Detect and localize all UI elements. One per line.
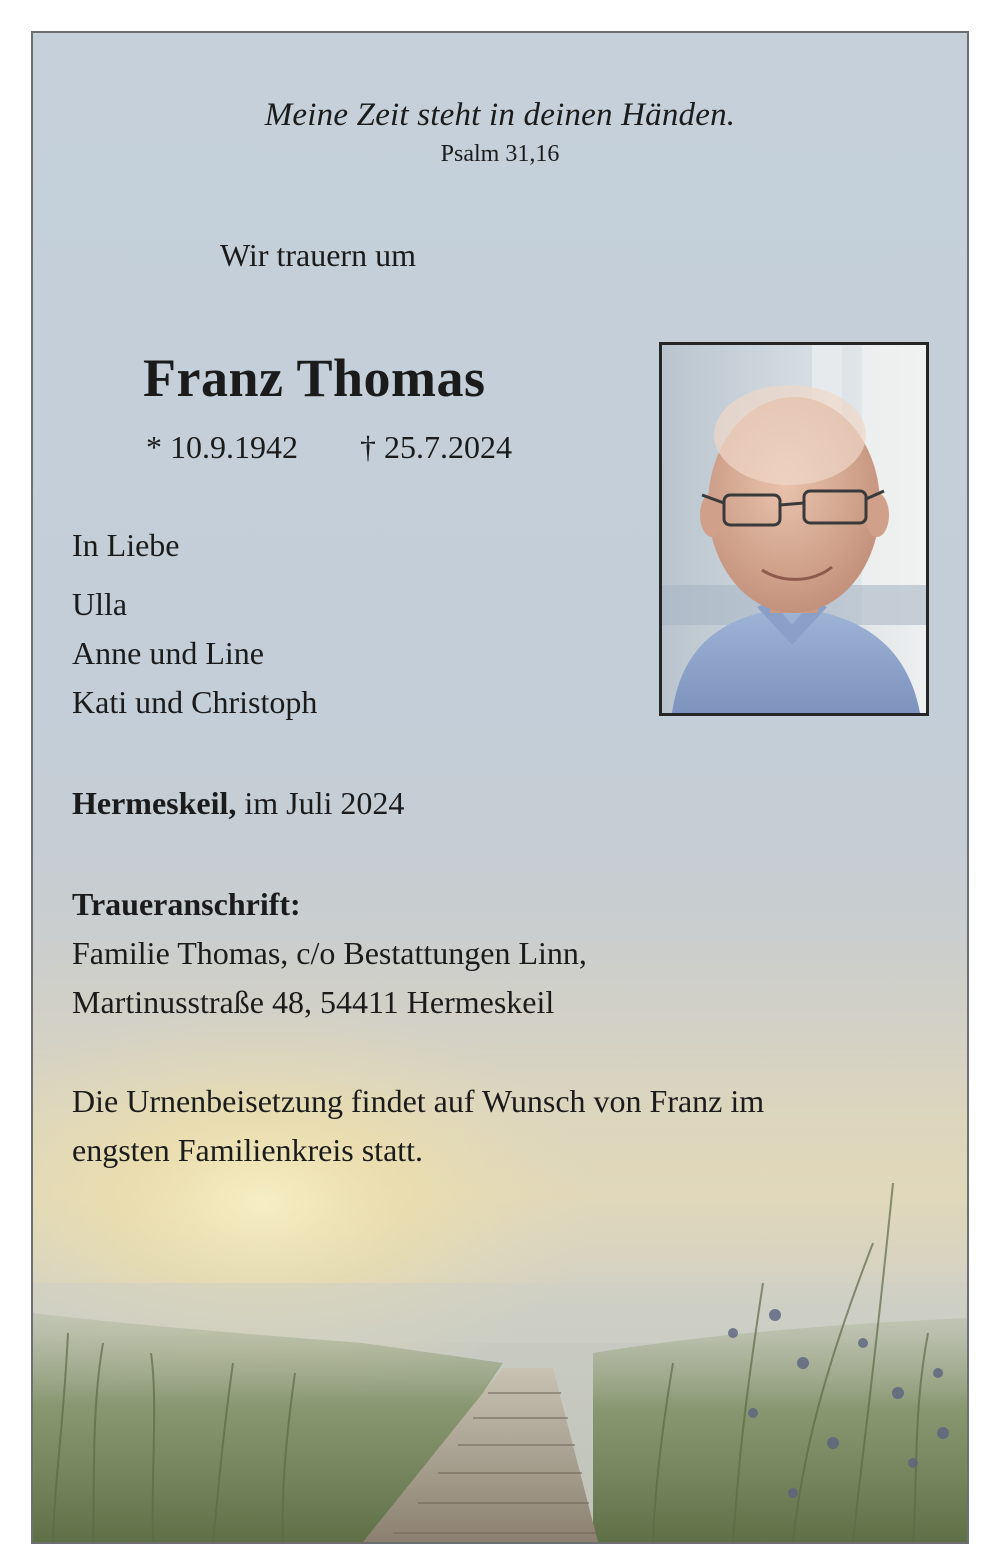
date: im Juli 2024 bbox=[244, 785, 405, 821]
deceased-name: Franz Thomas bbox=[143, 348, 486, 408]
grass-field-right bbox=[593, 1318, 967, 1542]
address-line-1: Familie Thomas, c/o Bestattungen Linn, bbox=[72, 935, 587, 971]
mourner-name: Ulla bbox=[72, 586, 128, 622]
death-date: † 25.7.2024 bbox=[360, 429, 512, 465]
place-date bbox=[72, 785, 404, 822]
bible-reference: Psalm 31,16 bbox=[440, 141, 560, 167]
obituary-card bbox=[31, 31, 969, 1544]
notice-line-1: Die Urnenbeisetzung findet auf Wunsch von Franz im bbox=[72, 1083, 765, 1119]
bible-quote: Meine Zeit steht in deinen Händen. bbox=[264, 97, 736, 133]
place: Hermeskeil, bbox=[72, 785, 237, 821]
address-line-2: Martinusstraße 48, 54411 Hermeskeil bbox=[72, 984, 555, 1020]
mourner-name: Anne und Line bbox=[72, 635, 264, 671]
mourner-name: Kati und Christoph bbox=[72, 684, 318, 720]
portrait-photo bbox=[659, 342, 929, 716]
mourners-heading: In Liebe bbox=[72, 527, 180, 563]
mourning-intro: Wir trauern um bbox=[220, 237, 416, 273]
notice-line-2: engsten Familienkreis statt. bbox=[72, 1132, 424, 1168]
address-heading: Traueranschrift: bbox=[72, 886, 301, 922]
birth-date: * 10.9.1942 bbox=[146, 429, 298, 465]
